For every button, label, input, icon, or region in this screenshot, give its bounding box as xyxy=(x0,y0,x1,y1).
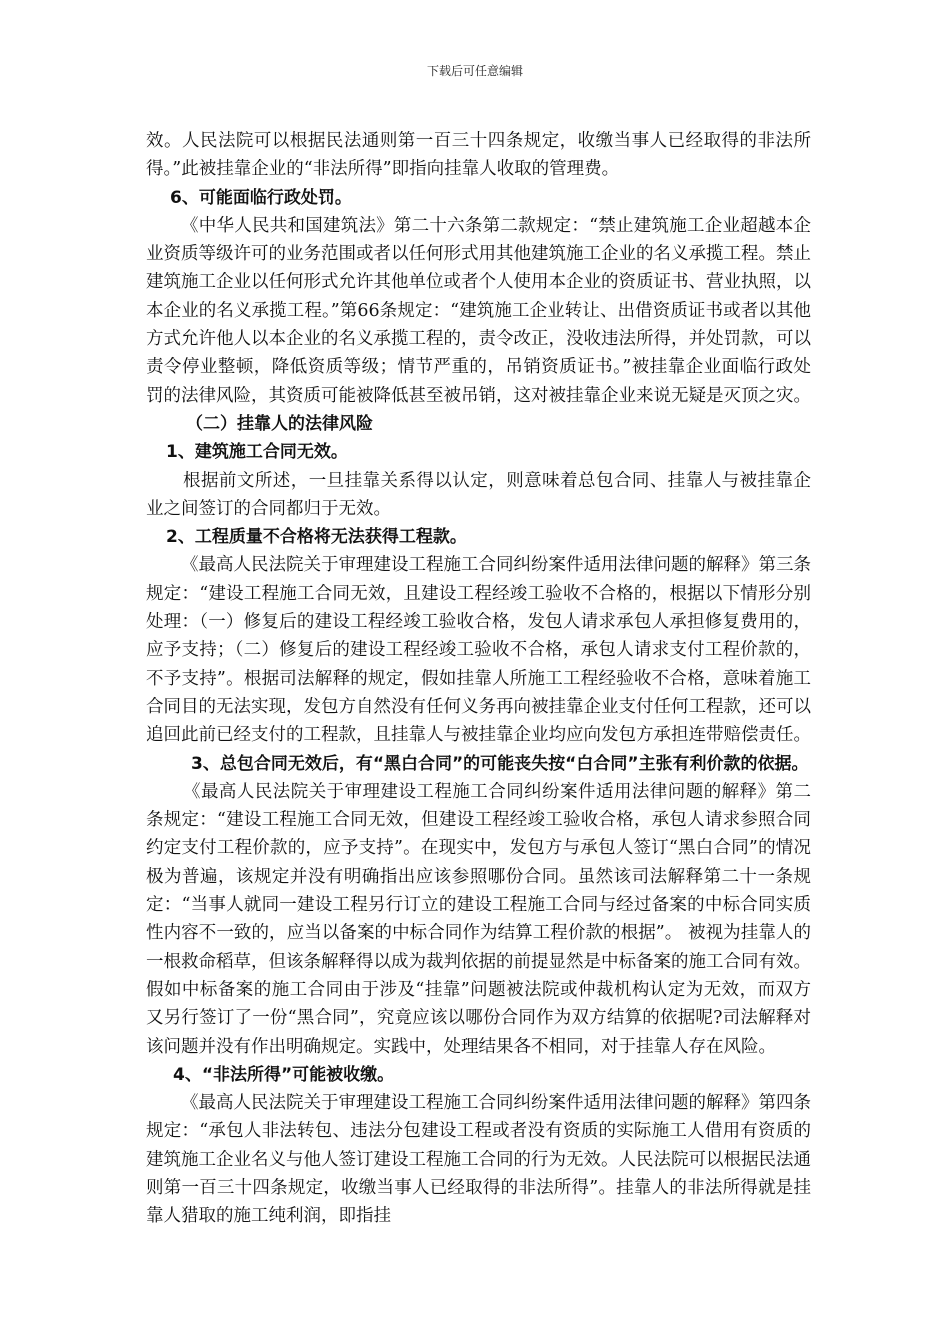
page-header: 下载后可任意编辑 xyxy=(426,64,523,78)
paragraph: 《最高人民法院关于审理建设工程施工合同纠纷案件适用法律问题的解释》第三条规定：“建设工程施工合同无效，且建设工程经竣工验收不合格的，根据以下情形分别处理：（一）修复后的建设工程经竣工验收合格，发包人请求承包人承担修复费用的，应予支持；（二）修复后的建设工程经竣工验收不合格，承包人请求支付工程价款的，不予支持”。根据司法解释的规定，假如挂靠人所施工工程经验收不合格，意味着施工合同目的无法实现，发包方自然没有任何义务再向被挂靠企业支付任何工程款，还可以追回此前已经支付的工程款，且挂靠人与被挂靠企业均应向发包方承担连带赔偿责任。 xyxy=(146,555,811,746)
section-heading: 6、可能面临行政处罚。 xyxy=(170,187,352,208)
paragraph: 根据前文所述，一旦挂靠关系得以认定，则意味着总包合同、挂靠人与被挂靠企业之间签订的合同都归于无效。 xyxy=(146,470,811,519)
paragraph: 《中华人民共和国建筑法》第二十六条第二款规定：“禁止建筑施工企业超越本企业资质等级许可的业务范围或者以任何形式用其他建筑施工企业的名义承揽工程。禁止建筑施工企业以任何形式允许其他单位或者个人使用本企业的资质证书、营业执照，以本企业的名义承揽工程。”第66条规定：“建筑施工企业转让、出借资质证书或者以其他方式允许他人以本企业的名义承揽工程的，责令改正，没收违法所得，并处罚款，可以责令停业整顿，降低资质等级；情节严重的，吊销资质证书。”被挂靠企业面临行政处罚的法律风险，其资质可能被降低甚至被吊销，这对被挂靠企业来说无疑是灭顶之灾。 xyxy=(146,215,811,406)
document-body xyxy=(146,127,811,1231)
section-heading: 4、“非法所得”可能被收缴。 xyxy=(173,1064,395,1085)
paragraph: 《最高人民法院关于审理建设工程施工合同纠纷案件适用法律问题的解释》第四条规定：“承包人非法转包、违法分包建设工程或者没有资质的实际施工人借用有资质的建筑施工企业名义与他人签订建设工程施工合同的行为无效。人民法院可以根据民法通则第一百三十四条规定，收缴当事人已经取得的非法所得”。挂靠人的非法所得就是挂靠人猎取的施工纯利润，即指挂 xyxy=(146,1093,811,1227)
paragraph: 《最高人民法院关于审理建设工程施工合同纠纷案件适用法律问题的解释》第二条规定：“建设工程施工合同无效，但建设工程经竣工验收合格，承包人请求参照合同约定支付工程价款的，应予支持”。在现实中，发包方与承包人签订“黑白合同”的情况极为普遍，该规定并没有明确指出应该参照哪份合同。虽然该司法解释第二十一条规定：“当事人就同一建设工程另行订立的建设工程施工合同与经过备案的中标合同实质性内容不一致的，应当以备案的中标合同作为结算工程价款的根据”。 被视为挂靠人的一根救命稻草，但该条解释得以成为裁判依据的前提显然是中标备案的施工合同有效。假如中标备案的施工合同由于涉及“挂靠”问题被法院或仲裁机构认定为无效，而双方又另行签订了一份“黑合同”，究竟应该以哪份合同作为双方结算的依据呢?司法解释对该问题并没有作出明确规定。实践中，处理结果各不相同，对于挂靠人存在风险。 xyxy=(146,781,811,1057)
section-heading: 1、建筑施工合同无效。 xyxy=(166,442,348,463)
section-heading: （二）挂靠人的法律风险 xyxy=(186,413,373,434)
section-heading: 3、总包合同无效后，有“黑白合同”的可能丧失按“白合同”主张有利价款的依据。 xyxy=(191,753,809,774)
paragraph: 效。人民法院可以根据民法通则第一百三十四条规定，收缴当事人已经取得的非法所得。”此被挂靠企业的“非法所得”即指向挂靠人收取的管理费。 xyxy=(146,131,811,180)
section-heading: 2、工程质量不合格将无法获得工程款。 xyxy=(166,527,467,548)
